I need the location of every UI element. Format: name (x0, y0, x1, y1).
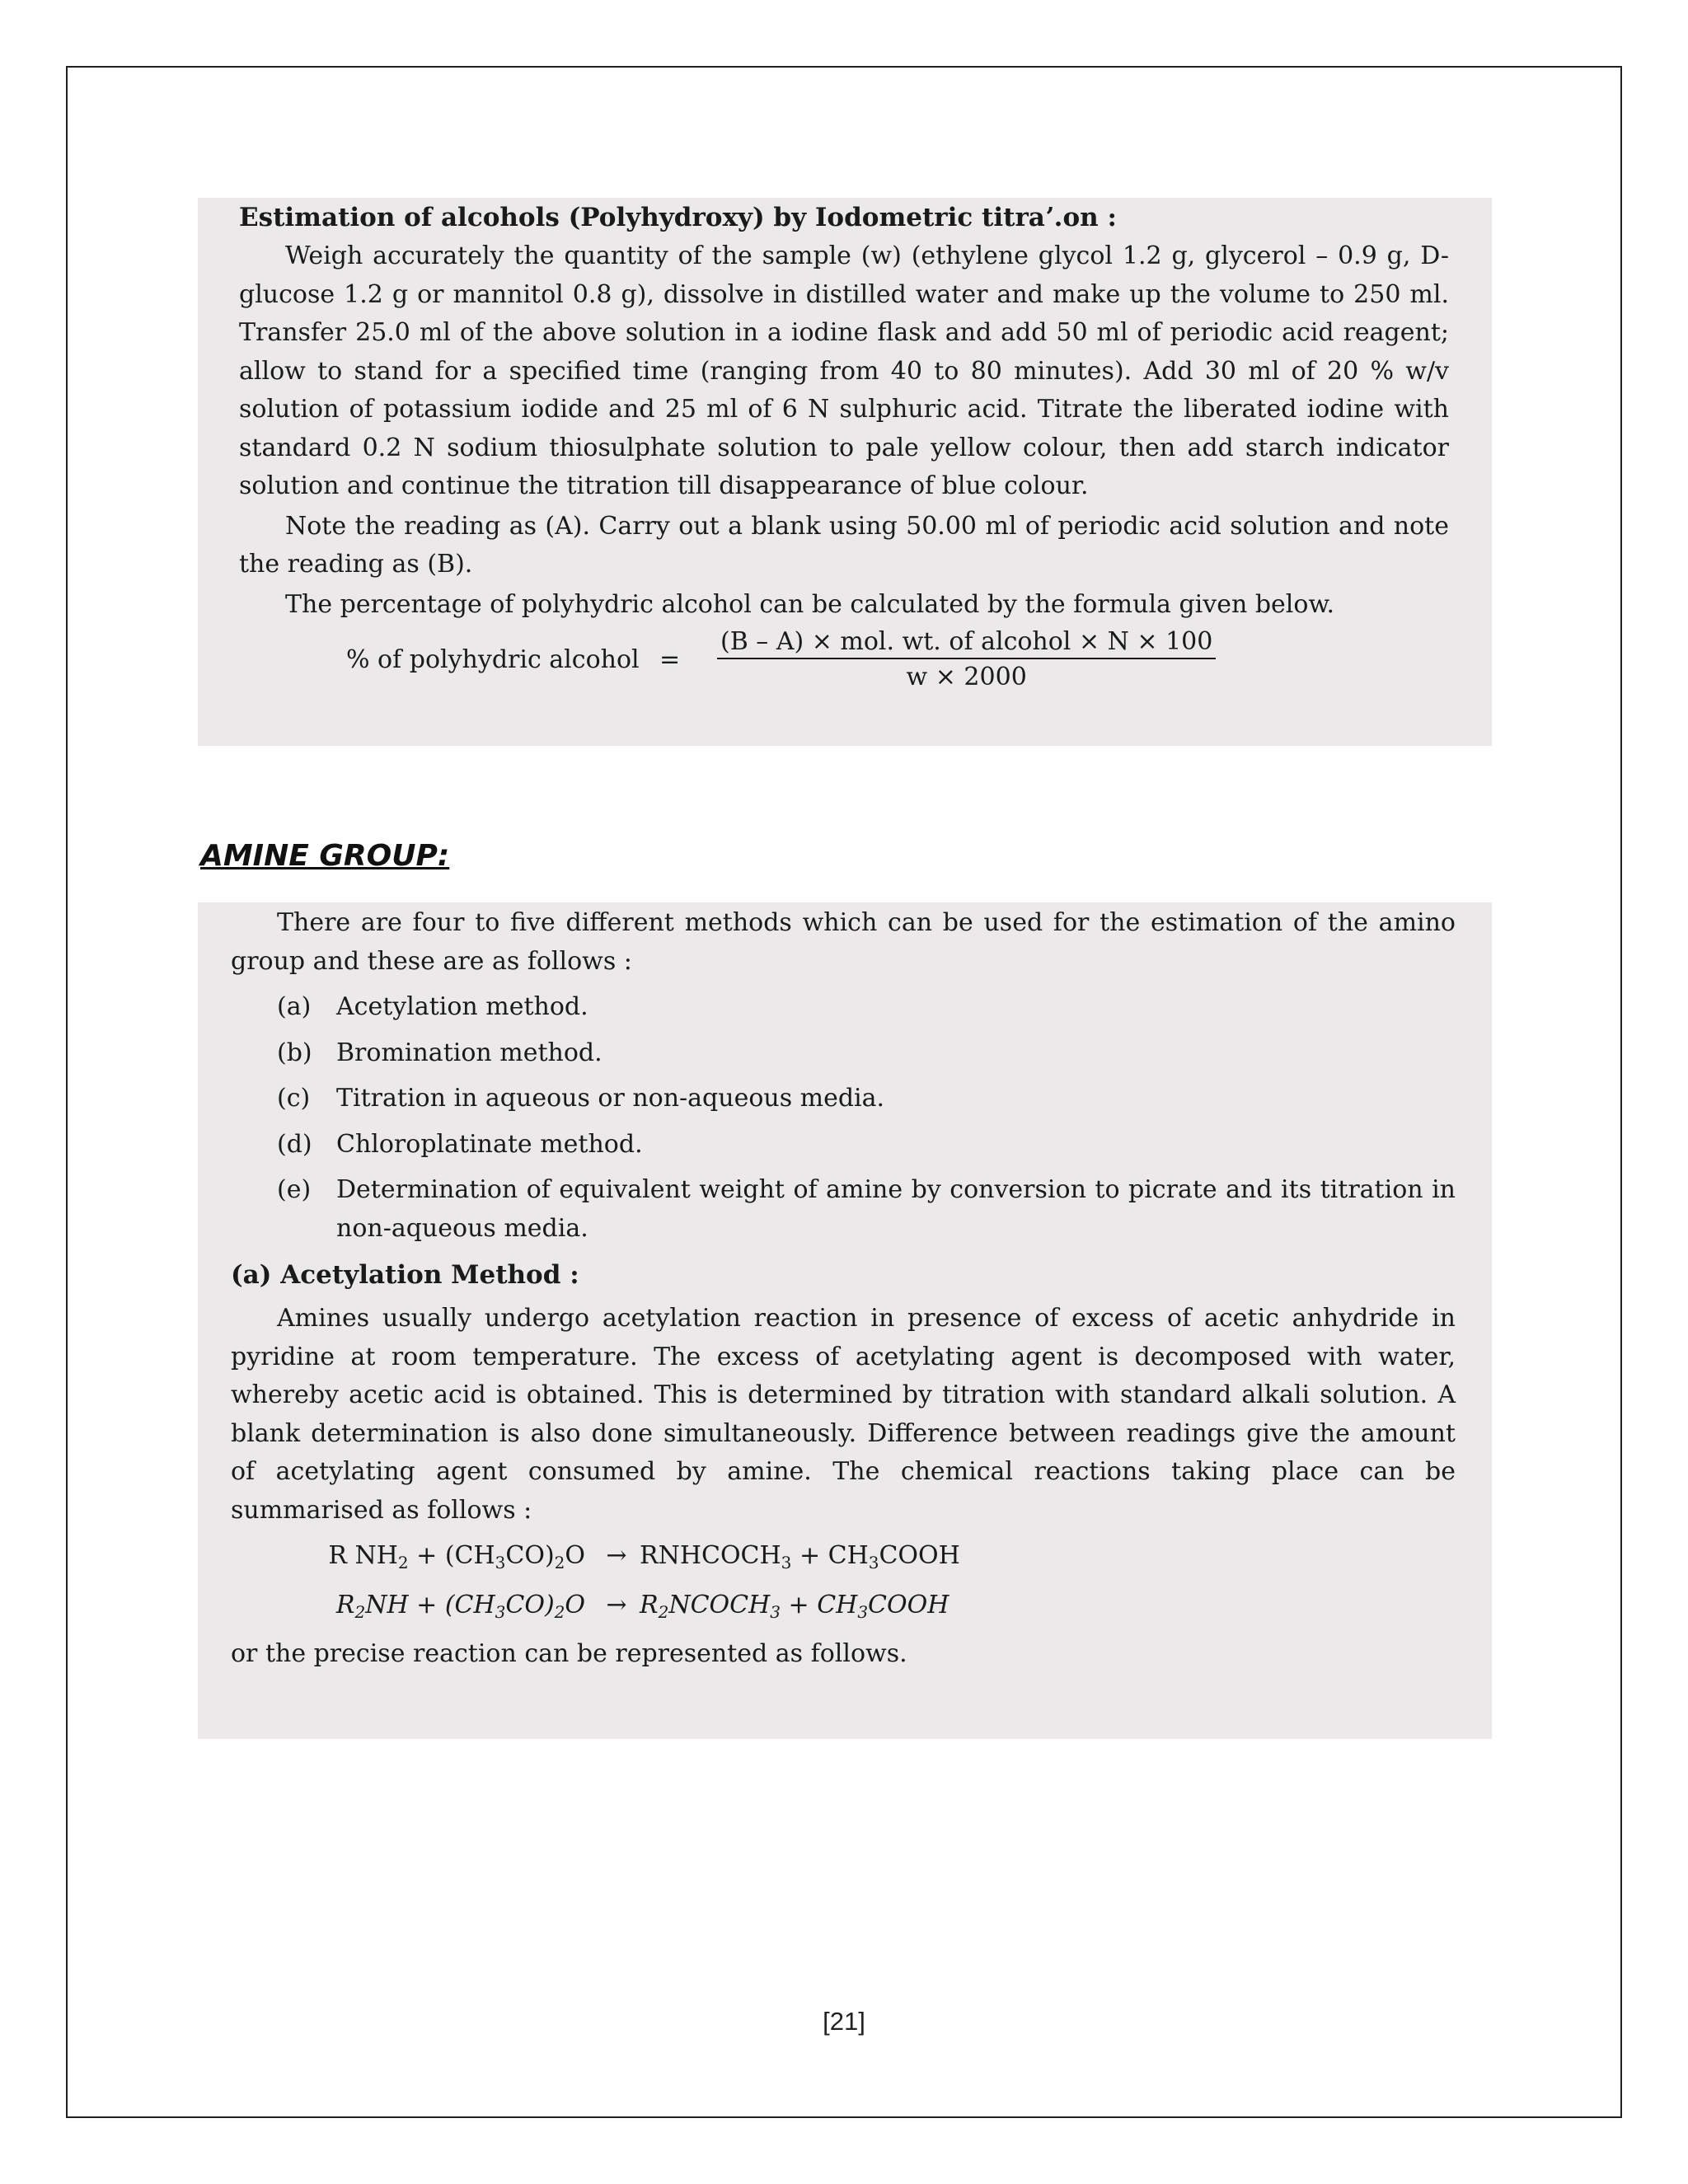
page-number: [21] (823, 2007, 865, 2036)
list-item-text: Determination of equivalent weight of amine by conversion to picrate and its titration in non-aqueous media. (336, 1175, 1456, 1243)
reaction-equation-1 (231, 1535, 1456, 1584)
section-heading-alcohols: Estimation of alcohols (Polyhydroxy) by Iodometric titraʼ.on : (239, 203, 1117, 232)
formula-fraction (717, 627, 1216, 691)
list-item-text: Titration in aqueous or non-aqueous media. (336, 1084, 885, 1113)
reaction-1-products: $RNHCOCH_3$ + $CH_3COOH$ (640, 1541, 960, 1572)
list-item-label: (a) (277, 992, 312, 1021)
list-item (277, 1080, 1456, 1118)
paragraph-closing: or the precise reaction can be represented as follows. (231, 1639, 907, 1668)
reaction-1-reactants: R $NH_2 + (CH_3CO)_2O$ (328, 1541, 585, 1572)
list-item-label: (c) (277, 1084, 311, 1113)
list-item-label: (e) (277, 1175, 312, 1204)
paragraph-acetylation: Amines usually undergo acetylation reaction in presence of excess of acetic anhydride in pyridine at room temperature. The excess of acetylating agent is decomposed with water, whereby acetic acid is obtained. This is determined by titration with standard alkali solution. A blank determination is also done simultaneously. Difference between readings give the amount of acetylating agent consumed by amine. The chemical reactions taking place can be summarised as follows : (231, 1304, 1456, 1525)
list-item-label: (b) (277, 1038, 312, 1067)
amine-group-heading: AMINE GROUP: (200, 839, 450, 873)
reaction-equation-2 (231, 1584, 1456, 1633)
percentage-formula (239, 627, 1449, 691)
list-item-text: Acetylation method. (336, 992, 588, 1021)
paragraph-blank: Note the reading as (A). Carry out a blank using 50.00 ml of periodic acid solution and note the reading as (B). (239, 511, 1449, 579)
formula-numerator: (B – A) × mol. wt. of alcohol × N × 100 (717, 627, 1216, 659)
list-item (277, 1034, 1456, 1073)
reaction-2-products: $R_2NCOCH_3$ + $CH_3COOH$ (640, 1591, 950, 1622)
reaction-2-reactants: $R_2NH + (CH_3CO)_2O$ (335, 1591, 585, 1622)
paragraph-procedure: Weigh accurately the quantity of the sample (w) (ethylene glycol 1.2 g, glycerol – 0.9 g, D-glucose 1.2 g or mannitol 0.8 g), dissolve in distilled water and make up the volume to 250 ml. Transfer 25.0 ml of the above solution in a iodine flask and add 50 ml of periodic acid reagent; allow to stand for a specified time (ranging from 40 to 80 minutes). Add 30 ml of 20 % w/v solution of potassium iodide and 25 ml of 6 N sulphuric acid. Titrate the liberated iodine with standard 0.2 N sodium thiosulphate solution to pale yellow colour, then add starch indicator solution and continue the titration till disappearance of blue colour. (239, 241, 1449, 500)
paragraph-formula-intro: The percentage of polyhydric alcohol can be calculated by the formula given below. (285, 589, 1335, 619)
list-item (277, 988, 1456, 1027)
formula-equals: = (659, 644, 681, 674)
list-item-text: Bromination method. (336, 1038, 603, 1067)
list-item (277, 1126, 1456, 1165)
arrow-icon: → (606, 1591, 627, 1619)
arrow-icon: → (606, 1541, 627, 1570)
list-item-text: Chloroplatinate method. (336, 1129, 643, 1159)
scanned-excerpt-amines (198, 902, 1492, 1739)
scanned-excerpt-alcohols (198, 198, 1492, 746)
list-item-label: (d) (277, 1129, 312, 1159)
subheading-acetylation: (a) Acetylation Method : (231, 1260, 579, 1290)
formula-denominator: w × 2000 (906, 663, 1027, 691)
paragraph-methods-intro: There are four to five different methods which can be used for the estimation of the amino group and these are as follows : (231, 908, 1456, 976)
formula-lhs: % of polyhydric alcohol (346, 644, 640, 674)
list-item (277, 1171, 1456, 1248)
